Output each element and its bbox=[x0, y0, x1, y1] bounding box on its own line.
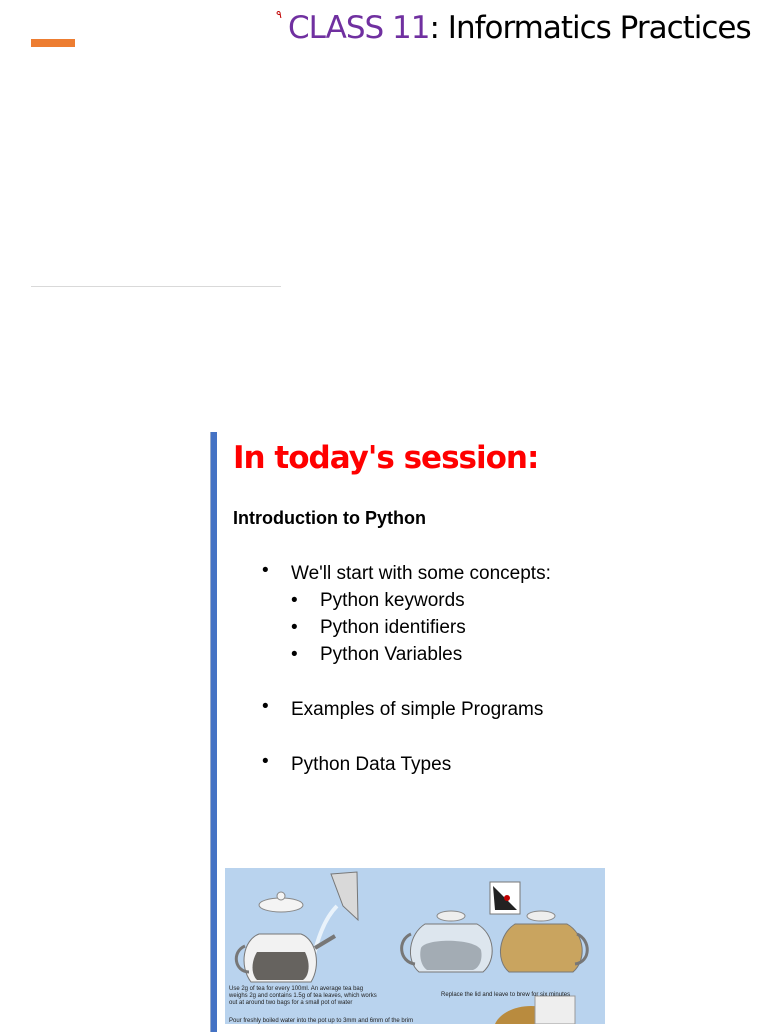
illustration-caption: Replace the lid and leave to brew for six minutes bbox=[441, 992, 571, 998]
list-item: • Python keywords bbox=[291, 587, 551, 614]
tea-brewing-illustration bbox=[225, 868, 605, 1024]
illustration-caption: Pour freshly boiled water into the pot up to 3mm and 6mm of the brim bbox=[229, 1018, 414, 1024]
accent-bar bbox=[31, 39, 75, 47]
slide-accent-bar bbox=[211, 432, 217, 1032]
list-item: • Python identifiers bbox=[291, 614, 551, 641]
class-label: CLASS 11 bbox=[288, 10, 430, 46]
topic-list bbox=[262, 560, 551, 778]
topic-text: • Examples of simple Programs bbox=[291, 699, 544, 720]
session-title: In today's session: bbox=[233, 440, 539, 476]
subject-label: : Informatics Practices bbox=[429, 10, 751, 46]
illustration-caption: Use 2g of tea for every 100ml. An average tea bag weighs 2g and contains 1.5g of tea leaves, which works out at around two bags for a small pot of water bbox=[229, 986, 377, 1006]
topic-text: • Python Data Types bbox=[291, 754, 452, 775]
header-mark: ٩ bbox=[276, 8, 282, 21]
list-item bbox=[262, 560, 551, 668]
list-item bbox=[262, 696, 551, 723]
list-item: • Python Variables bbox=[291, 641, 551, 668]
list-item bbox=[262, 751, 551, 778]
session-subtitle: Introduction to Python bbox=[233, 508, 426, 528]
subtopic-list bbox=[291, 587, 551, 668]
page-header bbox=[288, 10, 751, 46]
divider bbox=[31, 286, 281, 287]
topic-text: • We'll start with some concepts: bbox=[291, 563, 551, 584]
